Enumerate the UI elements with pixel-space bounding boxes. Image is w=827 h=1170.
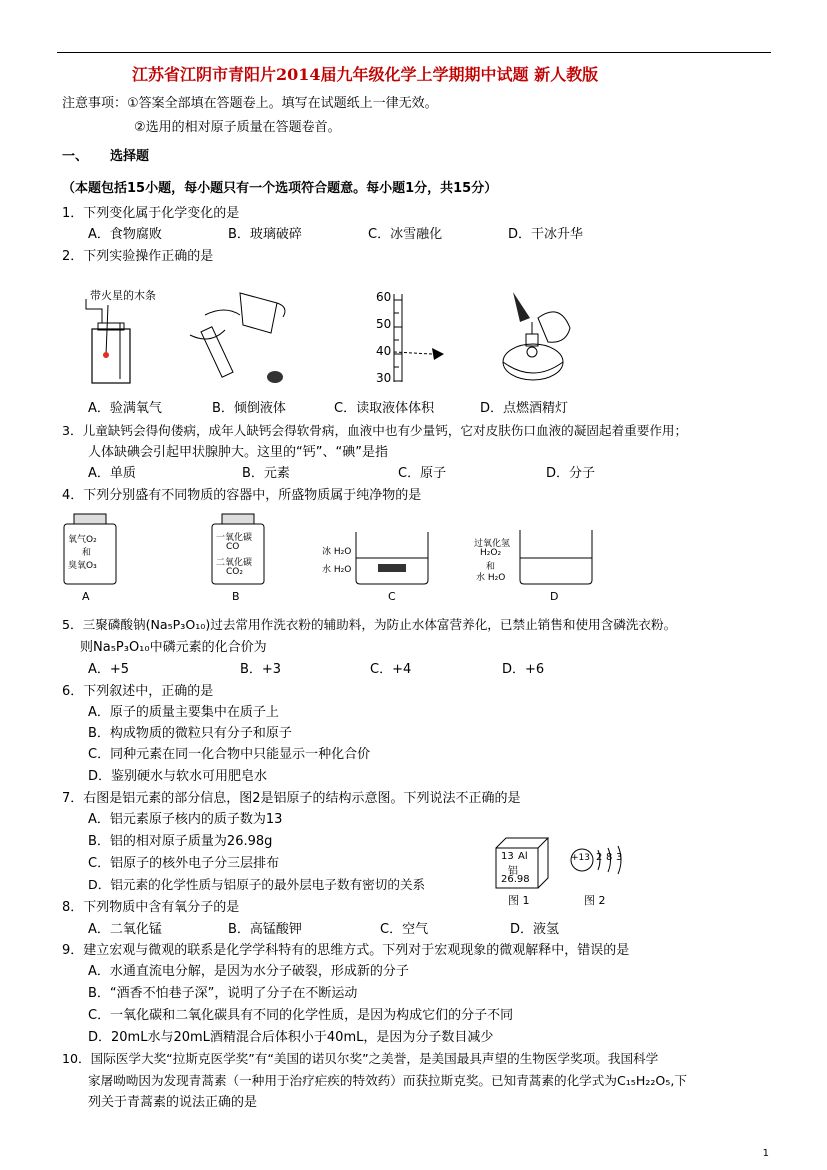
- q7-element-number: 13: [501, 851, 514, 862]
- q4-beaker-c: [352, 530, 432, 586]
- q4-b-line4: CO₂: [226, 567, 243, 577]
- q7-atom-shell-3: 3: [616, 852, 623, 863]
- q7-element-mass: 26.98: [501, 874, 530, 885]
- q2-figure-a: [80, 295, 140, 387]
- q8-option-b: B．高锰酸钾: [228, 922, 302, 937]
- q4-d-line2: H₂O₂: [480, 548, 502, 558]
- q1-option-d: D．干冰升华: [508, 227, 584, 242]
- note-2: ②选用的相对原子质量在答题卷首。: [134, 120, 341, 135]
- q4-a-line1: 氧气O₂: [68, 535, 97, 545]
- q2-stem: 2．下列实验操作正确的是: [62, 249, 214, 264]
- q2-figure-b: [185, 285, 295, 385]
- q5-option-b: B．+3: [240, 662, 282, 677]
- q6-stem: 6．下列叙述中，正确的是: [62, 684, 214, 699]
- q2-fig-a-label: 带火星的木条: [90, 289, 156, 302]
- q7-stem: 7．右图是铝元素的部分信息，图2是铝原子的结构示意图。下列说法不正确的是: [62, 791, 521, 806]
- q6-option-c: C．同种元素在同一化合物中只能显示一种化合价: [88, 747, 371, 762]
- q3-option-d: D．分子: [546, 466, 596, 481]
- q4-letter-d: D: [550, 590, 559, 603]
- q2-option-d: D．点燃酒精灯: [480, 401, 569, 416]
- q9-option-d: D．20mL水与20mL酒精混合后体积小于40mL，是因为分子数目减少: [88, 1030, 494, 1045]
- q6-option-a: A．原子的质量主要集中在质子上: [88, 705, 279, 720]
- q4-c-line2: 水 H₂O: [322, 565, 352, 575]
- top-rule: [57, 52, 771, 53]
- q7-element-symbol: Al: [518, 851, 528, 862]
- q3-option-b: B．元素: [242, 466, 290, 481]
- q5-stem-line2: 则Na₅P₃O₁₀中磷元素的化合价为: [80, 640, 267, 655]
- q4-b-line2: CO: [226, 542, 240, 552]
- q4-d-line1: 过氧化氢: [474, 539, 511, 549]
- note-1: 注意事项：①答案全部填在答题卷上。填写在试题纸上一律无效。: [62, 96, 438, 111]
- q2-option-c: C．读取液体体积: [334, 401, 435, 416]
- section-name: 选择题: [110, 149, 150, 164]
- q9-option-c: C．一氧化碳和二氧化碳具有不同的化学性质，是因为构成它们的分子不同: [88, 1008, 514, 1023]
- q4-c-line1: 冰 H₂O: [322, 547, 352, 557]
- q3-stem-line2: 人体缺碘会引起甲状腺肿大。这里的“钙”、“碘”是指: [88, 445, 388, 460]
- q1-option-a: A．食物腐败: [88, 227, 162, 242]
- q4-b-line3: 二氧化碳: [216, 558, 253, 568]
- q2-option-b: B．倾倒液体: [212, 401, 286, 416]
- page-number: 1: [762, 1148, 769, 1159]
- q8-option-d: D．液氢: [510, 922, 560, 937]
- q7-fig2-label: 图 2: [584, 894, 606, 907]
- q4-b-line1: 一氧化碳: [216, 533, 253, 543]
- q7-atom-nucleus: +13: [571, 853, 590, 863]
- q7-atom-shell-1: 2: [596, 852, 603, 863]
- q2-scale-30: 30: [376, 371, 392, 385]
- q7-element-name: 铝: [508, 866, 518, 877]
- q4-beaker-d: [516, 528, 596, 586]
- q4-stem: 4．下列分别盛有不同物质的容器中，所盛物质属于纯净物的是: [62, 488, 422, 503]
- q4-d-line3: 和: [486, 562, 496, 572]
- q1-option-c: C．冰雪融化: [368, 227, 443, 242]
- q6-option-b: B．构成物质的微粒只有分子和原子: [88, 726, 292, 741]
- section-instruction: （本题包括15小题，每小题只有一个选项符合题意。每小题1分，共15分）: [62, 181, 498, 196]
- q5-stem-line1: 5．三聚磷酸钠(Na₅P₃O₁₀)过去常用作洗衣粉的辅助料，为防止水体富营养化，已禁止销售和使用含磷洗衣粉。: [62, 617, 677, 632]
- section-number: 一、: [62, 149, 89, 164]
- q3-option-a: A．单质: [88, 466, 136, 481]
- q1-option-b: B．玻璃破碎: [228, 227, 302, 242]
- q2-scale-50: 50: [376, 317, 392, 331]
- q9-option-b: B．“酒香不怕巷子深”，说明了分子在不断运动: [88, 986, 358, 1001]
- q4-letter-a: A: [82, 590, 90, 603]
- q10-stem-line3: 列关于青蒿素的说法正确的是: [88, 1095, 258, 1110]
- q6-option-d: D．鉴别硬水与软水可用肥皂水: [88, 769, 268, 784]
- q7-fig1-label: 图 1: [508, 894, 530, 907]
- q4-letter-b: B: [232, 590, 240, 603]
- q2-figure-d: [488, 288, 578, 388]
- q2-scale-40: 40: [376, 344, 392, 358]
- q10-stem-line1: 10．国际医学大奖“拉斯克医学奖”有“美国的诺贝尔奖”之美誉，是美国最具声望的生物医学奖项。我国科学: [62, 1051, 659, 1066]
- q10-stem-line2: 家屠呦呦因为发现青蒿素（一种用于治疗疟疾的特效药）而获拉斯克奖。已知青蒿素的化学式为C₁₅H₂₂O₅,下: [88, 1073, 687, 1088]
- q4-letter-c: C: [388, 590, 396, 603]
- q9-stem: 9．建立宏观与微观的联系是化学学科特有的思维方式。下列对于宏观现象的微观解释中，错误的是: [62, 943, 630, 958]
- q2-option-a: A．验满氧气: [88, 401, 162, 416]
- q7-option-b: B．铝的相对原子质量为26.98g: [88, 834, 273, 849]
- q3-option-c: C．原子: [398, 466, 447, 481]
- q4-a-line2: 和: [82, 548, 92, 558]
- q7-atom-shell-2: 8: [606, 852, 613, 863]
- q1-stem: 1．下列变化属于化学变化的是: [62, 206, 240, 221]
- q9-option-a: A．水通直流电分解，是因为水分子破裂，形成新的分子: [88, 964, 409, 979]
- q3-stem-line1: 3．儿童缺钙会得佝偻病，成年人缺钙会得软骨病，血液中也有少量钙，它对皮肤伤口血液的凝固起着重要作用；: [62, 423, 688, 438]
- q2-figure-c: [392, 292, 462, 387]
- q7-option-a: A．铝元素原子核内的质子数为13: [88, 812, 283, 827]
- q7-option-c: C．铝原子的核外电子分三层排布: [88, 856, 280, 871]
- q2-scale-60: 60: [376, 290, 392, 304]
- q5-option-c: C．+4: [370, 662, 412, 677]
- q7-option-d: D．铝元素的化学性质与铝原子的最外层电子数有密切的关系: [88, 877, 426, 892]
- q8-option-c: C．空气: [380, 922, 429, 937]
- q5-option-a: A．+5: [88, 662, 130, 677]
- page-title: 江苏省江阴市青阳片2014届九年级化学上学期期中试题 新人教版: [132, 65, 599, 84]
- q8-stem: 8．下列物质中含有氧分子的是: [62, 900, 240, 915]
- q8-option-a: A．二氧化锰: [88, 922, 162, 937]
- q4-a-line3: 臭氧O₃: [68, 561, 97, 571]
- q5-option-d: D．+6: [502, 662, 545, 677]
- q4-d-line4: 水 H₂O: [476, 573, 506, 583]
